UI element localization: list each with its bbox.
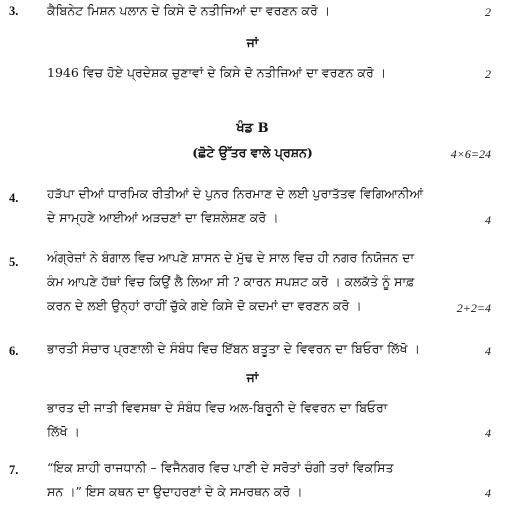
question-6-text: ਭਾਰਤੀ ਸੰਚਾਰ ਪ੍ਰਣਾਲੀ ਦੇ ਸੰਬੰਧ ਵਿਚ ਇੱਬਨ ਬਤੂਤਾ ਦੇ ਵਿਵਰਨ ਦਾ ਬਿਓਰਾ ਲਿੱਖੋ । <box>47 341 420 356</box>
question-3-number: 3. <box>9 4 19 18</box>
question-5-number: 5. <box>9 255 19 269</box>
question-6-alt-line-2: ਲਿੱਖੋ । <box>47 424 80 439</box>
question-4-number: 4. <box>9 191 19 205</box>
question-7-line-2: ਸਨ ।” ਇਸ ਕਥਨ ਦਾ ਉਦਾਹਰਣਾਂ ਦੇ ਕੇ ਸਮਰਥਨ ਕਰੋ । <box>47 484 303 499</box>
section-title: ਖੰਡ B <box>236 121 269 136</box>
question-4-line-1: ਹੜੱਪਾ ਦੀਆਂ ਧਾਰਮਿਕ ਰੀਤੀਆਂ ਦੇ ਪੁਨਰ ਨਿਰਮਾਣ ਦੇ ਲਈ ਪੁਰਾਤੱਤਵ ਵਿਗਿਆਨੀਆਂ <box>47 186 424 201</box>
question-3-or: ਜਾਂ <box>246 35 259 50</box>
question-5-line-1: ਅੰਗ੍ਰੇਜ਼ਾਂ ਨੇ ਬੰਗਾਲ ਵਿਚ ਆਪਣੇ ਸ਼ਾਸਨ ਦੇ ਮੁੱਢ ਦੇ ਸਾਲ ਵਿਚ ਹੀ ਨਗਰ ਨਿਯੋਜਨ ਦਾ <box>47 250 415 265</box>
question-4-marks: 4 <box>485 213 491 227</box>
question-3-alt-marks: 2 <box>485 67 491 81</box>
question-7-marks: 4 <box>485 486 491 500</box>
question-6-marks: 4 <box>485 344 491 358</box>
question-6-alt-line-1: ਭਾਰਤ ਦੀ ਜਾਤੀ ਵਿਵਸਥਾ ਦੇ ਸੰਬੰਧ ਵਿਚ ਅਲ-ਬਿਰੂਨੀ ਦੇ ਵਿਵਰਨ ਦਾ ਬਿਓਰਾ <box>47 400 388 415</box>
question-6-number: 6. <box>9 344 19 358</box>
question-5-marks: 2+2=4 <box>456 301 491 315</box>
question-6-or: ਜਾਂ <box>246 370 259 385</box>
question-6-alt-marks: 4 <box>485 426 491 440</box>
section-subtitle: (ਛੋਟੇ ਉੱਤਰ ਵਾਲੇ ਪ੍ਰਸ਼ਨ) <box>192 145 313 160</box>
question-7-line-1: “ਇਕ ਸ਼ਾਹੀ ਰਾਜਧਾਨੀ – ਵਿਜੈਨਗਰ ਵਿਚ ਪਾਣੀ ਦੇ ਸਰੋਤਾਂ ਚੰਗੀ ਤਰਾਂ ਵਿਕਸਿਤ <box>47 460 394 475</box>
question-7-number: 7. <box>9 463 19 477</box>
question-3-text: ਕੈਬਿਨੇਟ ਮਿਸ਼ਨ ਪਲਾਨ ਦੇ ਕਿਸੇ ਦੋ ਨਤੀਜਿਆਂ ਦਾ ਵਰਣਨ ਕਰੋ । <box>47 3 331 18</box>
question-5-line-2: ਕੰਮ ਆਪਣੇ ਹੱਥਾਂ ਵਿਚ ਕਿਉਂ ਲੈ ਲਿਆ ਸੀ ? ਕਾਰਨ ਸਪਸ਼ਟ ਕਰੋ । ਕਲਕੱਤੇ ਨੂੰ ਸਾਫ਼ <box>47 274 415 289</box>
question-5-line-3: ਕਰਨ ਦੇ ਲਈ ਉਨ੍ਹਾਂ ਰਾਹੀਂ ਚੁੱਕੇ ਗਏ ਕਿਸੇ ਦੋ ਕਦਮਾਂ ਦਾ ਵਰਣਨ ਕਰੋ । <box>47 298 362 313</box>
question-3-marks: 2 <box>485 5 491 19</box>
question-3-alt-text: 1946 ਵਿਚ ਹੋਏ ਪ੍ਰਦੇਸ਼ਕ ਚੁਣਾਵਾਂ ਦੇ ਕਿਸੇ ਦੋ ਨਤੀਜਿਆਂ ਦਾ ਵਰਣਨ ਕਰੋ । <box>47 65 387 80</box>
section-marks: 4×6=24 <box>450 147 491 161</box>
question-4-line-2: ਦੇ ਸਾਮ੍ਹਣੇ ਆਈਆਂ ਅੜਚਣਾਂ ਦਾ ਵਿਸ਼ਲੇਸ਼ਣ ਕਰੋ । <box>47 210 279 225</box>
